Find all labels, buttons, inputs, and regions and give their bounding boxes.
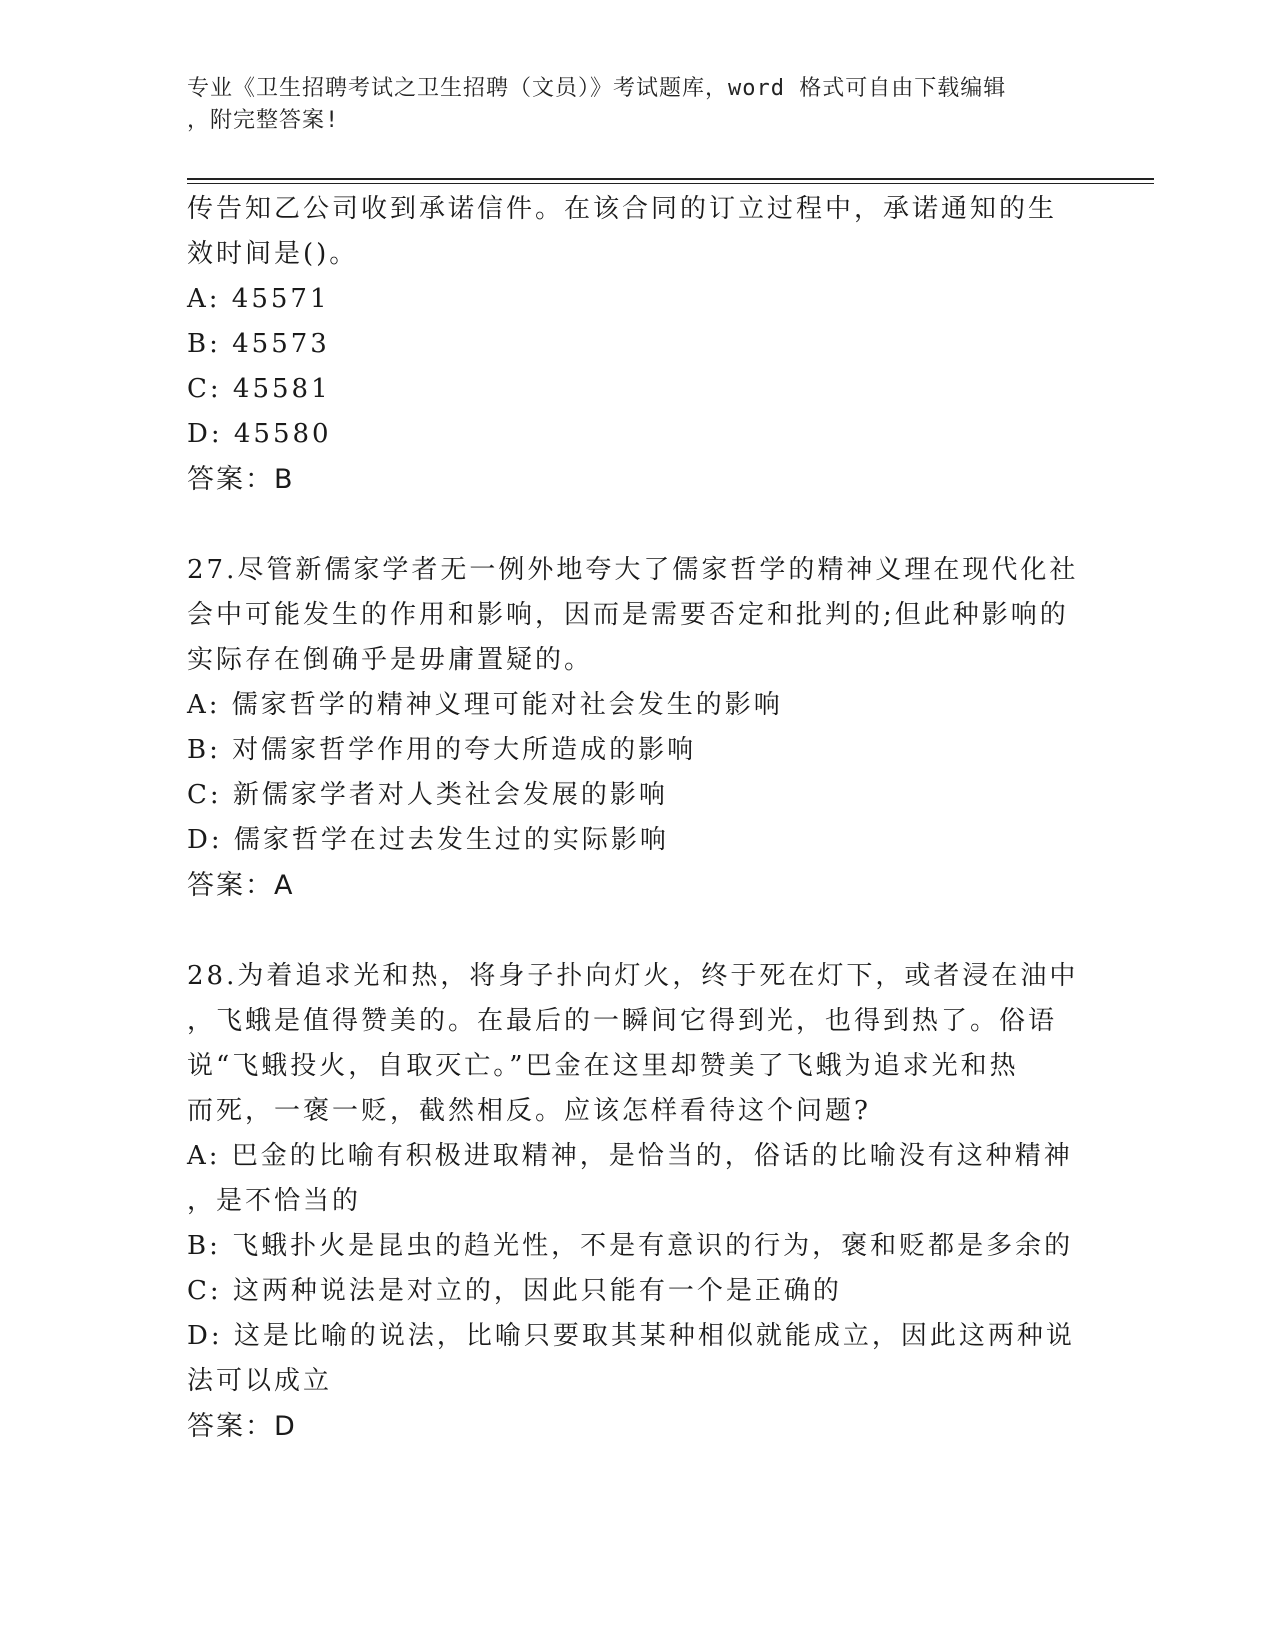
question-26 bbox=[187, 187, 1067, 502]
header-line-2: ，附完整答案! bbox=[187, 108, 340, 133]
question-text-line: 效时间是()。 bbox=[187, 239, 359, 269]
question-text-line: 说“飞蛾投火，自取灭亡。”巴金在这里却赞美了飞蛾为追求光和热 bbox=[187, 1051, 1019, 1081]
option-a: A: 儒家哲学的精神义理可能对社会发生的影响 bbox=[187, 690, 783, 720]
question-text-line: 27.尽管新儒家学者无一例外地夸大了儒家哲学的精神义理在现代化社 bbox=[187, 555, 1079, 585]
question-text-line: 实际存在倒确乎是毋庸置疑的。 bbox=[187, 645, 594, 675]
question-28 bbox=[187, 954, 1079, 1449]
option-d-continued: 法可以成立 bbox=[187, 1366, 333, 1396]
question-27 bbox=[187, 548, 1079, 908]
question-text-line: 会中可能发生的作用和影响，因而是需要否定和批判的;但此种影响的 bbox=[187, 600, 1069, 630]
answer-label: 答案：B bbox=[187, 464, 295, 495]
question-text-line: 28.为着追求光和热，将身子扑向灯火，终于死在灯下，或者浸在油中 bbox=[187, 961, 1079, 991]
option-b: B: 对儒家哲学作用的夸大所造成的影响 bbox=[187, 735, 697, 765]
question-list bbox=[187, 187, 1079, 1449]
option-a: A: 巴金的比喻有积极进取精神，是恰当的，俗话的比喻没有这种精神 bbox=[187, 1141, 1073, 1171]
answer-label: 答案：D bbox=[187, 1411, 297, 1442]
option-b: B: 飞蛾扑火是昆虫的趋光性，不是有意识的行为，褒和贬都是多余的 bbox=[187, 1231, 1074, 1261]
header-line-1: 专业《卫生招聘考试之卫生招聘（文员）》考试题库，word 格式可自由下载编辑 bbox=[187, 76, 1007, 101]
question-text-line: ，飞蛾是值得赞美的。在最后的一瞬间它得到光，也得到热了。俗语 bbox=[187, 1006, 1058, 1036]
option-d: D: 儒家哲学在过去发生过的实际影响 bbox=[187, 825, 669, 855]
option-a: A: 45571 bbox=[187, 284, 330, 314]
question-text-line: 传告知乙公司收到承诺信件。在该合同的订立过程中，承诺通知的生 bbox=[187, 194, 1058, 224]
option-a-continued: ，是不恰当的 bbox=[187, 1186, 362, 1216]
header-divider-thick bbox=[187, 178, 1154, 180]
answer-label: 答案：A bbox=[187, 870, 295, 901]
option-d: D: 45580 bbox=[187, 419, 332, 449]
option-c: C: 新儒家学者对人类社会发展的影响 bbox=[187, 780, 668, 810]
option-c: C: 45581 bbox=[187, 374, 331, 404]
question-text-line: 而死，一褒一贬，截然相反。应该怎样看待这个问题? bbox=[187, 1096, 871, 1126]
option-b: B: 45573 bbox=[187, 329, 330, 359]
document-header bbox=[187, 73, 1067, 137]
header-divider-thin bbox=[187, 183, 1154, 184]
option-d: D: 这是比喻的说法，比喻只要取其某种相似就能成立，因此这两种说 bbox=[187, 1321, 1075, 1351]
option-c: C: 这两种说法是对立的，因此只能有一个是正确的 bbox=[187, 1276, 842, 1306]
